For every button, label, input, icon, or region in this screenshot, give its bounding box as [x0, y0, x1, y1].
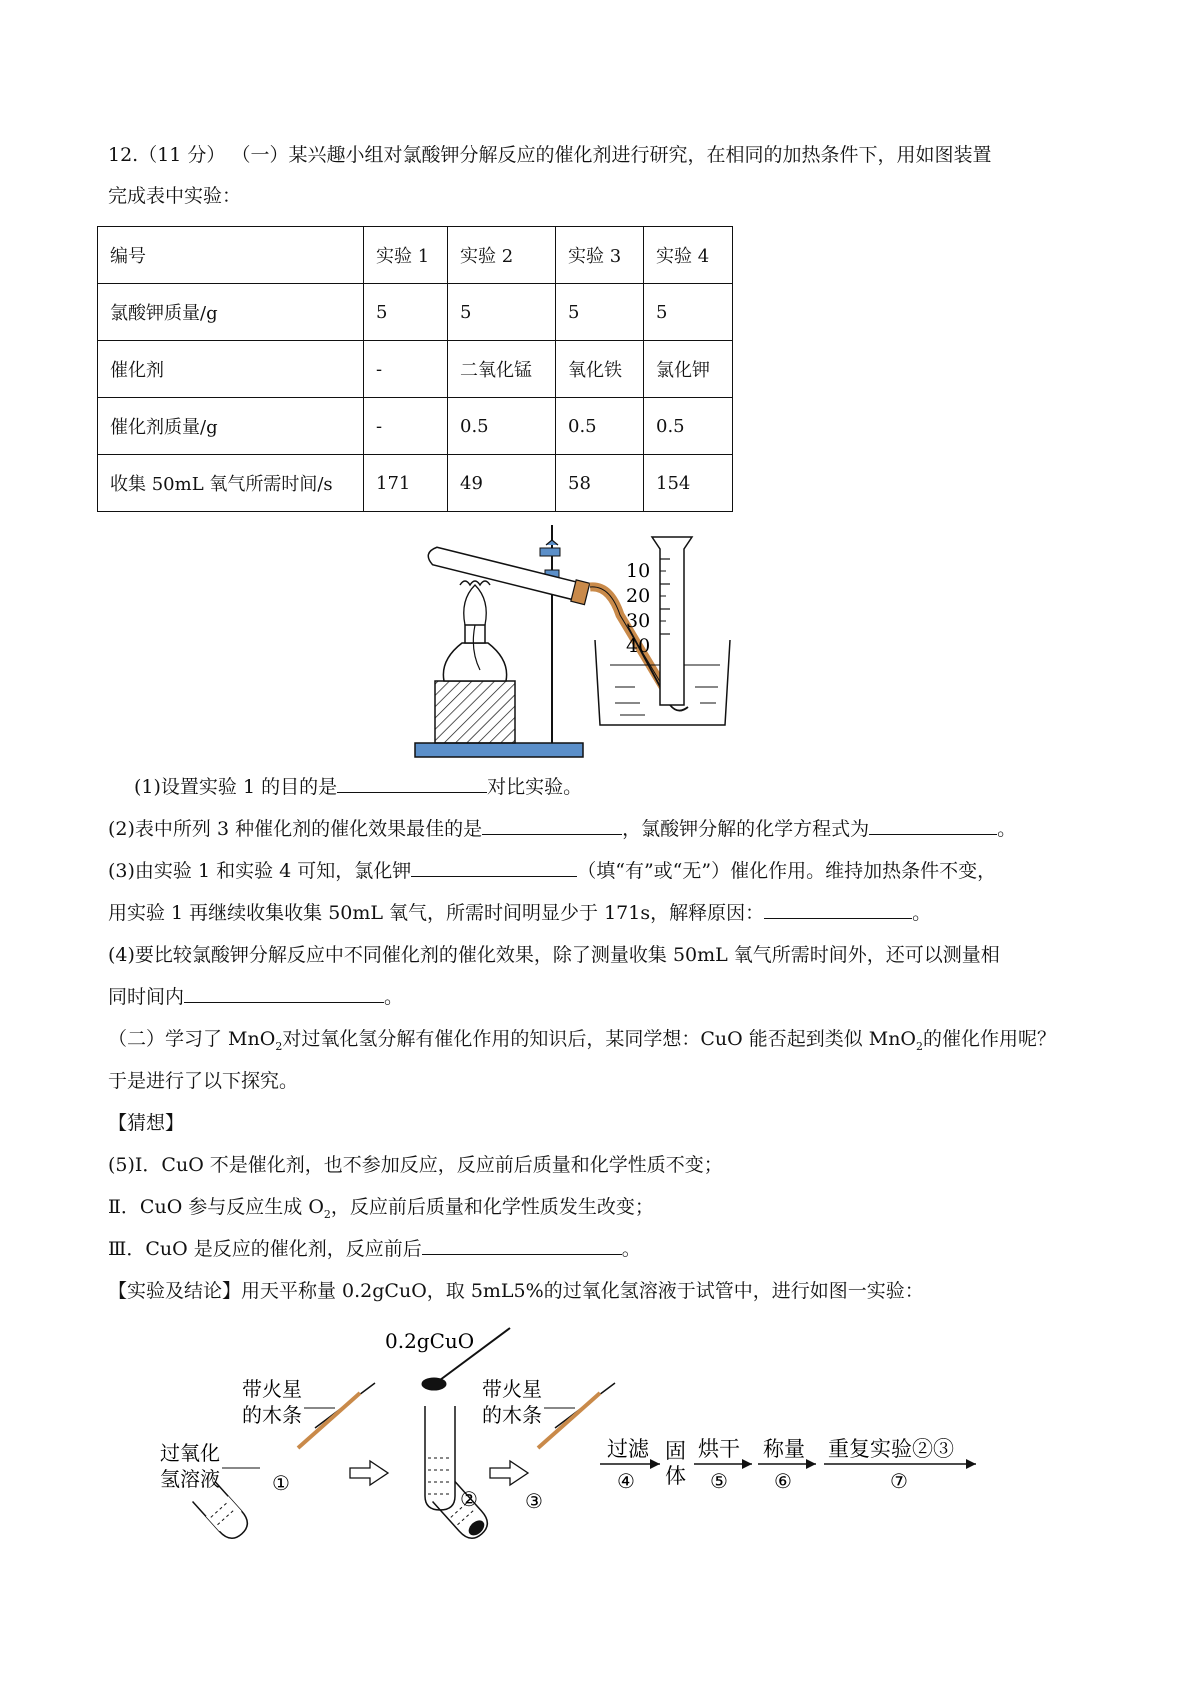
experiment-conclusion: 【实验及结论】用天平称量 0.2gCuO，取 5mL5%的过氧化氢溶液于试管中，进行如图一实验： [108, 1280, 924, 1302]
question-intro-line1: 12.（11 分） （一）某兴趣小组对氯酸钾分解反应的催化剂进行研究，在相同的加热条件下，用如图装置 [108, 144, 992, 166]
cylinder-tick-label: 20 [626, 585, 651, 607]
splint-label-3a: 带火星 [482, 1377, 542, 1401]
table-header-row [98, 227, 733, 284]
table-cell: - [364, 341, 448, 398]
experiment-table [97, 226, 733, 512]
guess-1: (5)Ⅰ．CuO 不是催化剂，也不参加反应，反应前后质量和化学性质不变； [108, 1154, 723, 1176]
step5-num: ⑤ [710, 1469, 728, 1493]
step7-num: ⑦ [890, 1469, 908, 1493]
answer-blank[interactable] [411, 858, 577, 877]
solid-label-a: 固 [665, 1439, 686, 1463]
table-row [98, 455, 733, 512]
answer-blank[interactable] [422, 1236, 622, 1255]
step4-num: ④ [617, 1469, 635, 1493]
cylinder-tick-label: 30 [626, 610, 651, 632]
part2-intro-line1: （二）学习了 MnO$_2$对过氧化氢分解有催化作用的知识后，某同学想：CuO 能否起到类似 MnO$_2$的催化作用呢？ [108, 1028, 1057, 1053]
table-cell: 二氧化锰 [448, 341, 556, 398]
answer-blank[interactable] [337, 774, 487, 793]
step7-label: 重复实验②③ [828, 1437, 954, 1461]
cylinder-tick-label: 40 [626, 635, 651, 657]
table-cell: 氯化钾 [644, 341, 733, 398]
table-header-cell: 实验 4 [644, 227, 733, 284]
step4-label: 过滤 [607, 1437, 649, 1461]
guess-heading: 【猜想】 [108, 1112, 185, 1134]
table-header-cell: 编号 [98, 227, 364, 284]
step6-num: ⑥ [774, 1469, 792, 1493]
table-cell: 5 [644, 284, 733, 341]
table-cell: 催化剂质量/g [98, 398, 364, 455]
table-cell: 58 [556, 455, 644, 512]
guess-3: Ⅲ．CuO 是反应的催化剂，反应前后 。 [108, 1238, 641, 1260]
table-cell: 0.5 [448, 398, 556, 455]
guess-2: Ⅱ．CuO 参与反应生成 $O_2$，反应前后质量和化学性质发生改变； [108, 1196, 654, 1221]
table-cell: 154 [644, 455, 733, 512]
table-header-cell: 实验 3 [556, 227, 644, 284]
table-cell: 171 [364, 455, 448, 512]
solid-label-b: 体 [665, 1464, 686, 1488]
question-4-line2: 同时间内 。 [108, 986, 404, 1008]
table-row [98, 398, 733, 455]
splint-label-1b: 的木条 [242, 1403, 302, 1427]
table-cell: 0.5 [556, 398, 644, 455]
table-cell: 氯酸钾质量/g [98, 284, 364, 341]
table-header-cell: 实验 1 [364, 227, 448, 284]
splint-label-1a: 带火星 [242, 1377, 302, 1401]
question-1: (1)设置实验 1 的目的是 对比实验。 [134, 776, 583, 798]
table-cell: - [364, 398, 448, 455]
answer-blank[interactable] [869, 816, 997, 835]
question-4-line1: (4)要比较氯酸钾分解反应中不同催化剂的催化效果，除了测量收集 50mL 氧气所需时间外，还可以测量相 [108, 944, 1000, 966]
table-cell: 5 [556, 284, 644, 341]
step6-label: 称量 [763, 1437, 805, 1461]
splint-label-3b: 的木条 [482, 1403, 542, 1427]
table-cell: 氧化铁 [556, 341, 644, 398]
table-cell: 0.5 [644, 398, 733, 455]
question-3-line2: 用实验 1 再继续收集收集 50mL 氧气，所需时间明显少于 171s，解释原因： 。 [108, 902, 932, 924]
step-num-2: ② [460, 1487, 478, 1511]
step5-label: 烘干 [698, 1437, 740, 1461]
part2-intro-line2: 于是进行了以下探究。 [108, 1070, 299, 1092]
answer-blank[interactable] [482, 816, 622, 835]
table-row [98, 284, 733, 341]
step-num-1: ① [272, 1471, 290, 1495]
h2o2-label-b: 氢溶液 [160, 1467, 220, 1491]
answer-blank[interactable] [184, 984, 384, 1003]
step-num-3: ③ [525, 1489, 543, 1513]
table-cell: 催化剂 [98, 341, 364, 398]
table-cell: 收集 50mL 氧气所需时间/s [98, 455, 364, 512]
table-cell: 49 [448, 455, 556, 512]
h2o2-label-a: 过氧化 [160, 1441, 220, 1465]
table-header-cell: 实验 2 [448, 227, 556, 284]
table-row [98, 341, 733, 398]
answer-blank[interactable] [764, 900, 912, 919]
table-cell: 5 [364, 284, 448, 341]
apparatus-diagram [400, 515, 800, 760]
procedure-diagram [160, 1318, 1000, 1548]
cylinder-tick-label: 10 [626, 560, 651, 582]
table-cell: 5 [448, 284, 556, 341]
cuo-label: 0.2gCuO [385, 1329, 475, 1353]
question-2: (2)表中所列 3 种催化剂的催化效果最佳的是 ，氯酸钾分解的化学方程式为 。 [108, 818, 1017, 840]
question-3-line1: (3)由实验 1 和实验 4 可知，氯化钾 （填“有”或“无”）催化作用。维持加热条件不变， [108, 860, 997, 882]
question-intro-line2: 完成表中实验： [108, 185, 242, 207]
